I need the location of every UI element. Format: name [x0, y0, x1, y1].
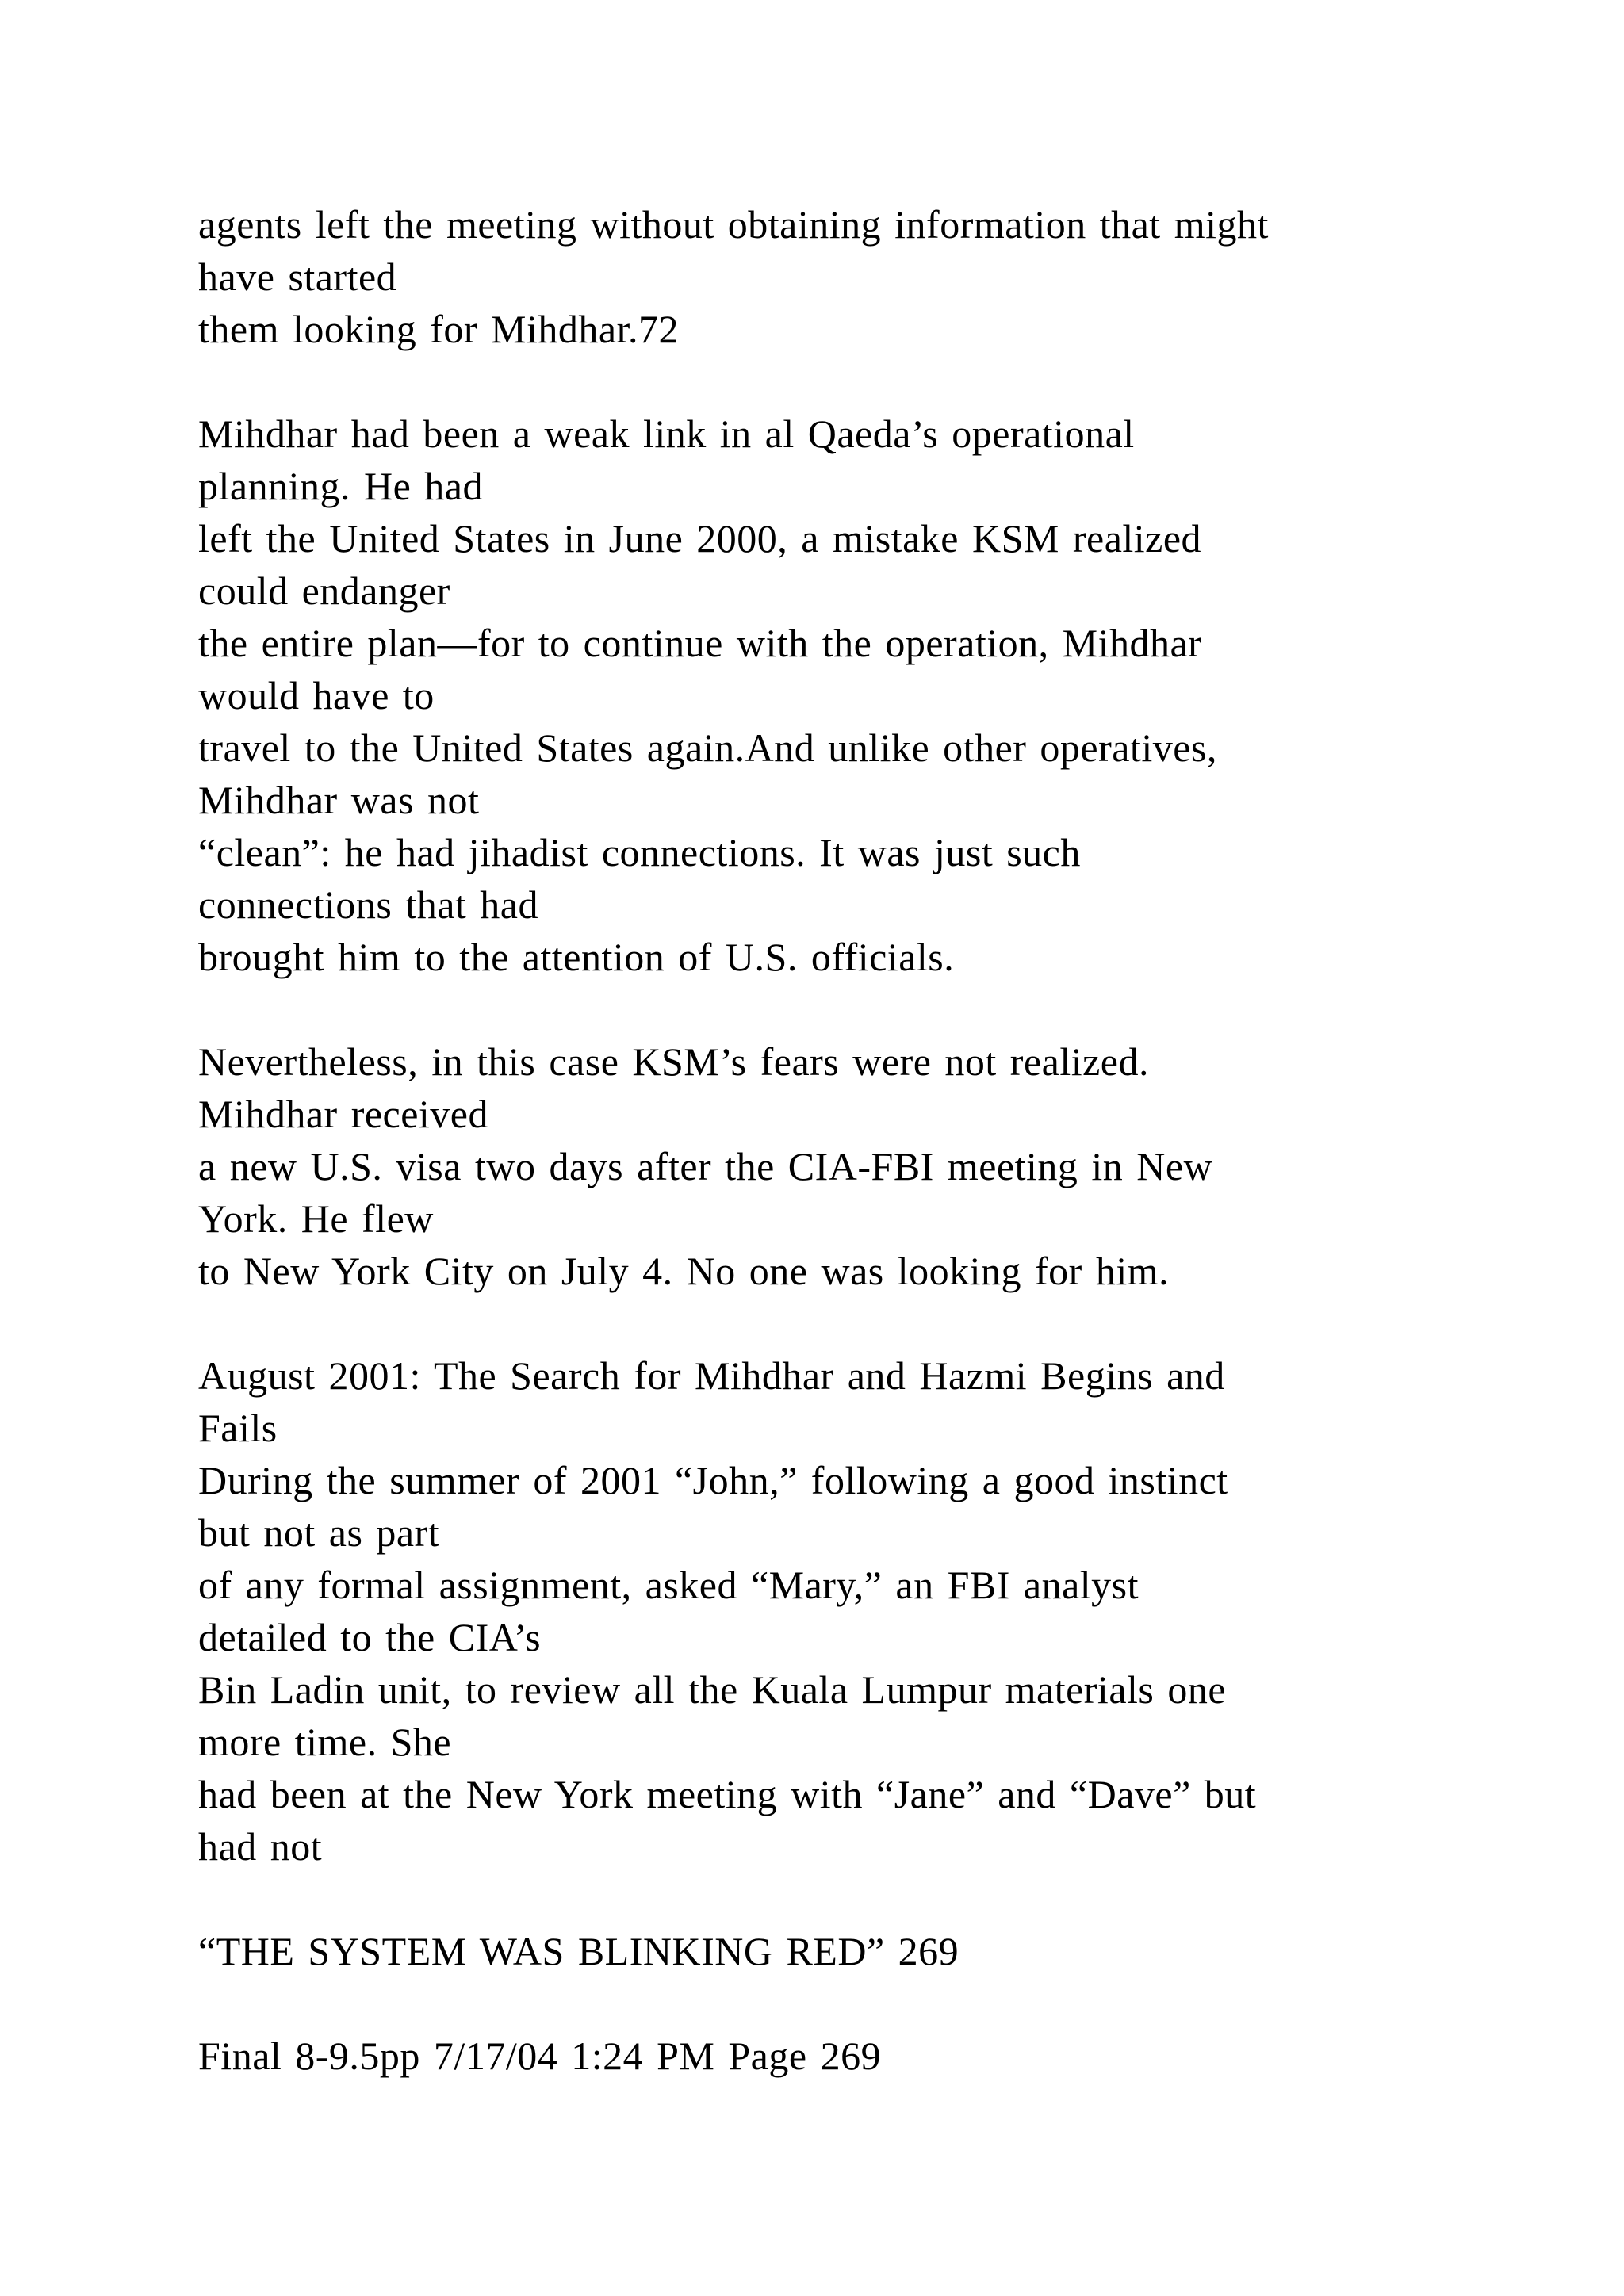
print-slug	[198, 2030, 1499, 2082]
running-footer	[198, 1925, 1499, 1977]
paragraph-2	[198, 408, 1499, 983]
text-line: Bin Ladin unit, to review all the Kuala Lumpur materials one	[198, 1667, 1227, 1712]
text-line: planning. He had	[198, 464, 483, 508]
text-line: “clean”: he had jihadist connections. It was just such	[198, 830, 1081, 874]
text-line: connections that had	[198, 882, 538, 927]
text-line: Mihdhar had been a weak link in al Qaeda’s operational	[198, 411, 1135, 456]
text-line: travel to the United States again.And unlike other operatives,	[198, 725, 1217, 770]
paragraph-4	[198, 1349, 1499, 1873]
text-line: agents left the meeting without obtaining information that might	[198, 202, 1269, 247]
text-line: the entire plan—for to continue with the operation, Mihdhar	[198, 621, 1202, 665]
text-line: York. He flew	[198, 1196, 434, 1241]
text-line: have started	[198, 254, 397, 299]
paragraph-1	[198, 198, 1499, 355]
text-line: Mihdhar received	[198, 1092, 489, 1136]
section-heading: Fails	[198, 1406, 278, 1450]
section-heading: August 2001: The Search for Mihdhar and Hazmi Begins and	[198, 1353, 1225, 1398]
text-line: would have to	[198, 673, 435, 718]
running-footer-text: “THE SYSTEM WAS BLINKING RED” 269	[198, 1929, 959, 1973]
text-line: could endanger	[198, 568, 450, 613]
text-line: During the summer of 2001 “John,” following a good instinct	[198, 1458, 1228, 1502]
text-line: brought him to the attention of U.S. officials.	[198, 935, 955, 979]
text-line: detailed to the CIA’s	[198, 1615, 542, 1659]
paragraph-3	[198, 1035, 1499, 1297]
text-line: Nevertheless, in this case KSM’s fears were not realized.	[198, 1039, 1150, 1084]
text-line: a new U.S. visa two days after the CIA-FBI meeting in New	[198, 1144, 1213, 1188]
text-line: left the United States in June 2000, a mistake KSM realized	[198, 516, 1202, 561]
text-line: but not as part	[198, 1510, 440, 1555]
text-line: more time. She	[198, 1720, 452, 1764]
text-line: them looking for Mihdhar.72	[198, 307, 679, 351]
text-line: had not	[198, 1824, 323, 1869]
text-line: to New York City on July 4. No one was looking for him.	[198, 1249, 1170, 1293]
text-line: Mihdhar was not	[198, 778, 480, 822]
text-line: of any formal assignment, asked “Mary,” an FBI analyst	[198, 1563, 1139, 1607]
text-line: had been at the New York meeting with “Jane” and “Dave” but	[198, 1772, 1257, 1816]
document-page	[198, 198, 1499, 2134]
print-slug-text: Final 8-9.5pp 7/17/04 1:24 PM Page 269	[198, 2034, 882, 2078]
